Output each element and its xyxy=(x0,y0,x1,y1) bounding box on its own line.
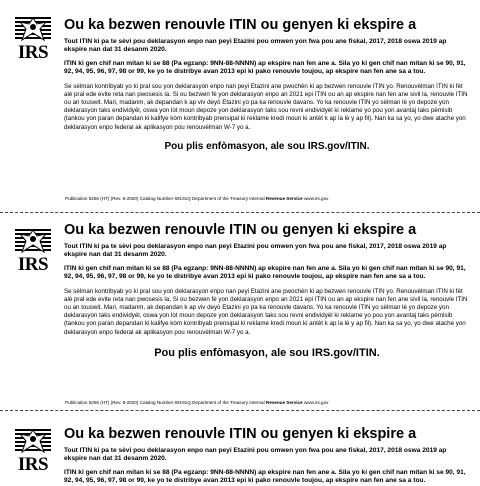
irs-logo-text: IRS xyxy=(17,454,49,475)
notice-content xyxy=(64,17,470,153)
footer-revenue-service: Revenue Service xyxy=(265,400,303,405)
irs-logo xyxy=(13,16,53,62)
notice-itin-details: ITIN ki gen chif nan mitan ki se 88 (Pa egzanp: 9NN-88-NNNN) ap ekspire nan fen ane a. Sila yo ki gen chif nan mitan ki se 90, 91, 92, 94, 95, 96, 97, 98 or 99, ke yo te distribye avan 2013 epi ki pako renouvle toujou, ap ekspire nan fen ane sa a tou. xyxy=(64,59,466,76)
notice-content xyxy=(64,222,470,359)
notice-itin-details: ITIN ki gen chif nan mitan ki se 88 (Pa egzanp: 9NN-88-NNNN) ap ekspire nan fen ane a. Sila yo ki gen chif nan mitan ki se 90, 91, 92, 94, 95, 96, 97, 98 or 99, ke yo te distribye avan 2013 epi ki pako renouvle toujou, ap ekspire nan fen ane sa a tou. xyxy=(64,264,466,281)
cut-line xyxy=(0,410,480,411)
footer-publication: Publication 5256 (HT) (Rev. 8-2020) Catalog Number 69191Q Department of the Treasury Internal xyxy=(65,400,265,405)
irs-eagle-icon xyxy=(13,16,53,42)
notice-content xyxy=(64,426,470,486)
notice-title: Ou ka bezwen renouvle ITIN ou genyen ki ekspire a xyxy=(64,17,417,33)
notice-subtitle: Tout ITIN ki pa te sèvi pou deklarasyon enpo nan peyi Etazini pou omwen yon fwa pou ane fiskal, 2017, 2018 oswa 2019 ap ekspire nan dat 31 desanm 2020. xyxy=(64,243,447,259)
notice-subtitle: Tout ITIN ki pa te sèvi pou deklarasyon enpo nan peyi Etazini pou omwen yon fwa pou ane fiskal, 2017, 2018 oswa 2019 ap ekspire nan dat 31 desanm 2020. xyxy=(64,38,447,54)
notice-itin-details: ITIN ki gen chif nan mitan ki se 88 (Pa egzanp: 9NN-88-NNNN) ap ekspire nan fen ane a. Sila yo ki gen chif nan mitan ki se 90, 91, 92, 94, 95, 96, 97, 98 or 99, ke yo te distribye avan 2013 epi ki pako renouvle toujou, ap ekspire nan fen ane sa a tou. xyxy=(64,468,466,485)
notice-body: Se sèlman kontribyab yo ki pral sou yon deklarasyon enpo nan peyi Etazini ane pwochèn ki ap bezwen renouvle ITIN yo. Renouvèlman ITIN ki fèt alè pral ede evite reta nan pwosesis la. Si ou bezwen fè yon deklarasyon enpo an 2021 epi ITIN ou an ap ekspire nan fen ane sivil la, renouvle ITIN ou an touswit. Mari, madanm, ak depandan k ap viv deyò Etazini yo pa ka renouvle davans. Yo ka renouvle ITIN yo sèlman lè yo depoze yon deklarasyon taks endividyèl, oswa yon lòt moun depoze yon deklarasyon taks sou revni endividyèl ki reklame yo pou yon avantaj taks pèmisib (tankou yon paran depandan ki kalifye kòm kontribyab prensipal ki reklame kredi moun ki antèt k ap la lè y ap fil). Nan ka sa yo, yo dwe atache yon deklarasyon enpo federal ak aplikasyon pou renouvèlman W-7 yo a. xyxy=(64,82,468,131)
notice-title: Ou ka bezwen renouvle ITIN ou genyen ki ekspire a xyxy=(64,426,417,442)
irs-logo-text: IRS xyxy=(17,42,49,63)
notice-title: Ou ka bezwen renouvle ITIN ou genyen ki ekspire a xyxy=(64,222,417,238)
cut-line xyxy=(0,212,480,213)
irs-logo xyxy=(13,228,53,274)
irs-logo xyxy=(13,428,53,474)
more-info-link-text: Pou plis enfòmasyon, ale sou IRS.gov/ITIN. xyxy=(164,140,370,152)
notice-footer xyxy=(65,196,480,202)
more-info-link-text: Pou plis enfòmasyon, ale sou IRS.gov/ITIN. xyxy=(154,346,380,359)
irs-eagle-icon xyxy=(13,228,53,254)
notice-card-2 xyxy=(0,222,480,410)
footer-website: www.irs.gov xyxy=(303,196,329,201)
notice-footer xyxy=(65,400,480,406)
notice-subtitle: Tout ITIN ki pa te sèvi pou deklarasyon enpo nan peyi Etazini pou omwen yon fwa pou ane fiskal, 2017, 2018 oswa 2019 ap ekspire nan dat 31 desanm 2020. xyxy=(64,447,447,463)
footer-website: www.irs.gov xyxy=(303,400,329,405)
notice-body: Se sèlman kontribyab yo ki pral sou yon deklarasyon enpo nan peyi Etazini ane pwochèn ki ap bezwen renouvle ITIN yo. Renouvèlman ITIN ki fèt alè pral ede evite reta nan pwosesis la. Si ou bezwen fè yon deklarasyon enpo an 2021 epi ITIN ou an ap ekspire nan fen ane sivil la, renouvle ITIN ou an touswit. Mari, madanm, ak depandan k ap viv deyò Etazini yo pa ka renouvle davans. Yo ka renouvle ITIN yo sèlman lè yo depoze yon deklarasyon taks endividyèl, oswa yon lòt moun depoze yon deklarasyon taks sou revni endividyèl ki reklame yo pou yon avantaj taks pèmisib (tankou yon paran depandan ki kalifye kòm kontribyab prensipal ki reklame kredi moun ki antèt k ap la lè y ap fil). Nan ka sa yo, yo dwe atache yon deklarasyon enpo federal ak aplikasyon pou renouvèlman W-7 yo a. xyxy=(64,287,468,336)
irs-logo-text: IRS xyxy=(17,254,49,275)
notice-card-1 xyxy=(0,0,480,212)
footer-revenue-service: Revenue Service xyxy=(265,196,303,201)
footer-publication: Publication 5256 (HT) (Rev. 8-2020) Catalog Number 69191Q Department of the Treasury Internal xyxy=(65,196,265,201)
notice-card-3 xyxy=(0,420,480,485)
irs-eagle-icon xyxy=(13,428,53,454)
